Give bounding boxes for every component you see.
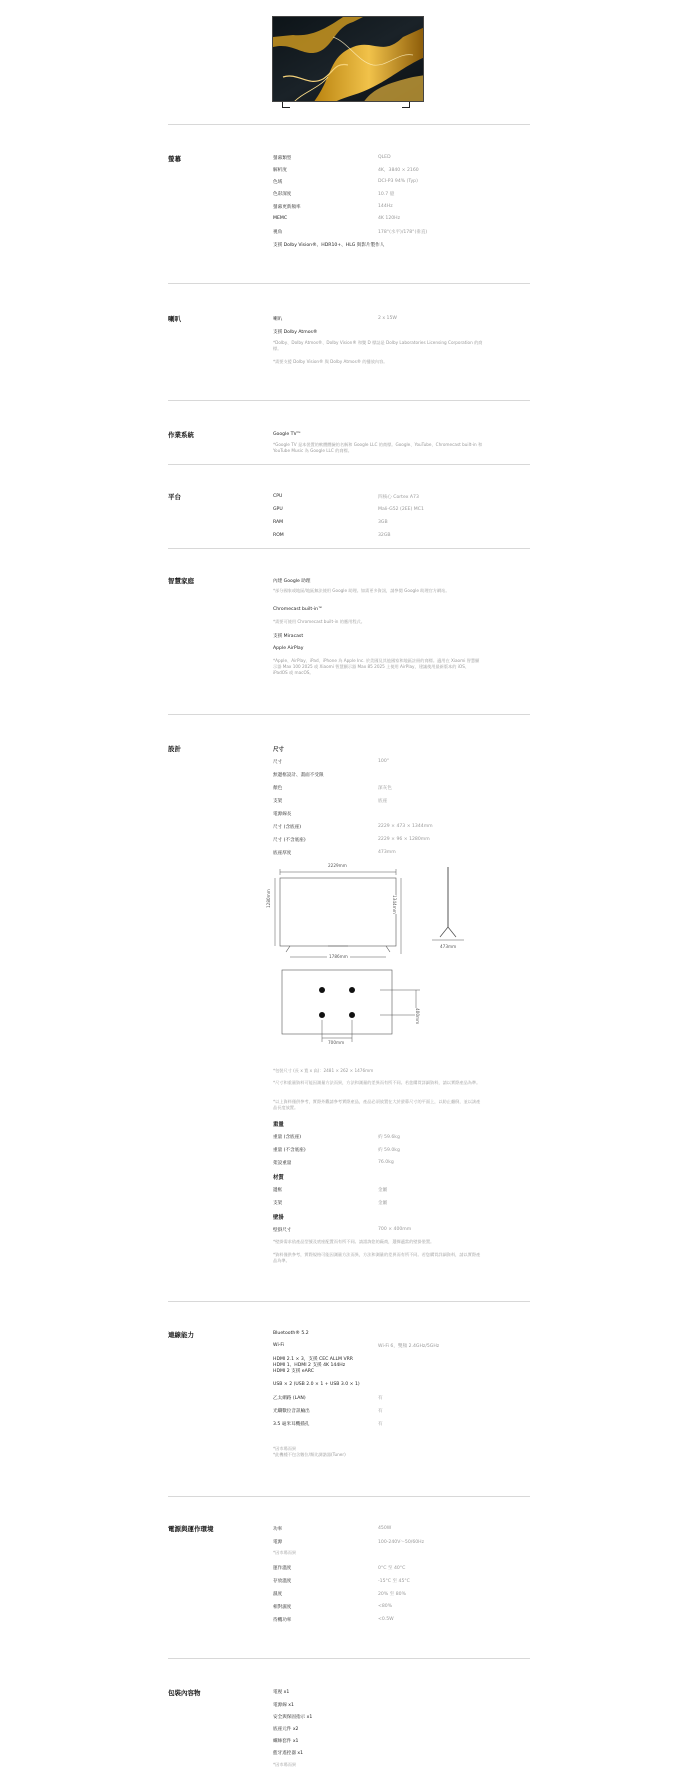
- spec-label: 尺寸: [273, 760, 283, 765]
- spec-label: 待機功率: [273, 1618, 292, 1623]
- spec-value: 金屬: [378, 1201, 388, 1206]
- spec-value: Mali-G52 (2EE) MC1: [378, 507, 424, 512]
- section-title-display: 螢幕: [168, 155, 181, 163]
- spec-label: 內建 Google 助理: [273, 579, 311, 584]
- divider: [168, 1496, 530, 1497]
- spec-label: Chromecast built-in™: [273, 607, 323, 612]
- footnote: *尺寸和重量資料可能因測量方法而異，方法和測量的差異而有所不同。若您購買詳細資料，請以實際產品為準。: [273, 1080, 481, 1085]
- side-dimension-diagram: [428, 862, 468, 952]
- spec-value: 3GB: [378, 520, 388, 525]
- package-item: 電源線 x1: [273, 1703, 294, 1708]
- package-item: 螺絲套件 x1: [273, 1739, 299, 1744]
- spec-value: 4K 120Hz: [378, 216, 401, 221]
- section-title-platform: 平台: [168, 493, 181, 501]
- spec-label: 運作溫度: [273, 1566, 292, 1571]
- dim-height-right-label: 1344mm: [392, 895, 397, 914]
- tv-product-image: [272, 16, 424, 102]
- spec-label: 架設重量: [273, 1161, 292, 1166]
- spec-label: 支架: [273, 799, 283, 804]
- spec-label: Wi-Fi: [273, 1343, 284, 1348]
- spec-label: 色彩深度: [273, 192, 292, 197]
- spec-label: Apple AirPlay: [273, 646, 304, 651]
- spec-label: 尺寸 (含底座): [273, 825, 302, 830]
- spec-value: <0.5W: [378, 1617, 394, 1622]
- section-title-design: 設計: [168, 745, 181, 753]
- spec-value: 底座: [378, 799, 388, 804]
- spec-label: 乙太網路 (LAN): [273, 1396, 306, 1401]
- footnote: *Apple、AirPlay、iPad、iPhone 為 Apple Inc. 於美國及其他國家和地區註冊的商標。適用在 Xiaomi 智慧顯示器 Max 100 2025 或 Xiaomi 智慧顯示器 Max 85 2025 上使用 AirPlay，建議使用最新版本的 iOS、iPadOS 或 macOS。: [273, 658, 480, 675]
- spec-label: Google TV™: [273, 432, 302, 437]
- dim-vesa-height-label: 400mm: [415, 1008, 420, 1025]
- vesa-mount-diagram: [280, 968, 430, 1048]
- spec-label: HDMI 2.1 × 3，支援 CEC ALLM VRR: [273, 1357, 353, 1362]
- divider: [168, 400, 530, 401]
- spec-label: 濕度: [273, 1592, 283, 1597]
- spec-value: Wi-Fi 6，雙頻 2.4GHz/5GHz: [378, 1344, 440, 1349]
- divider: [168, 464, 530, 465]
- dim-depth-label: 473mm: [440, 944, 457, 949]
- spec-label: 重量 (不含底座): [273, 1148, 306, 1153]
- spec-value: 深灰色: [378, 786, 392, 791]
- footnote: *Google TV 是本裝置的軟體體驗的名稱和 Google LLC 的商標。Google、YouTube、Chromecast built-in 和 YouTube Music 為 Google LLC 的商標。: [273, 442, 483, 453]
- spec-label: 視角: [273, 230, 283, 235]
- spec-value: 700 × 400mm: [378, 1227, 412, 1232]
- spec-value: 32GB: [378, 533, 391, 538]
- spec-label: 喇叭: [273, 317, 283, 322]
- spec-label: 支援 Miracast: [273, 634, 304, 639]
- spec-value: 473mm: [378, 850, 396, 855]
- footnote: *包裝尺寸 (長 x 寬 x 高)：2481 × 262 × 1476mm: [273, 1068, 374, 1073]
- spec-label: 電源線長: [273, 812, 292, 817]
- stand-left-icon: [282, 102, 290, 108]
- spec-label: 螢幕類型: [273, 156, 292, 161]
- section-title-connectivity: 連線能力: [168, 1331, 194, 1339]
- spec-value: 約 59.6kg: [378, 1135, 400, 1140]
- footnote: *需要支援 Dolby Vision® 與 Dolby Atmos® 的播放內容。: [273, 359, 388, 364]
- spec-label: 存放溫度: [273, 1579, 292, 1584]
- spec-label: 光纖數位音訊輸出: [273, 1409, 310, 1414]
- sub-heading-mount: 壁掛: [273, 1215, 284, 1221]
- package-item: 藍牙遙控器 x1: [273, 1751, 304, 1756]
- section-title-package: 包裝內容物: [168, 1689, 201, 1697]
- spec-label: 相對濕度: [273, 1605, 292, 1610]
- divider: [168, 714, 530, 715]
- spec-value: 2229 × 473 × 1344mm: [378, 824, 433, 829]
- package-item: 電視 x1: [273, 1690, 290, 1695]
- footnote: *需要可使用 Chromecast built-in 的應用程式。: [273, 619, 365, 624]
- section-title-audio: 喇叭: [168, 315, 181, 323]
- dim-height-left-label: 1280mm: [266, 889, 271, 908]
- section-title-os: 作業系統: [168, 431, 194, 439]
- tv-screen-art: [273, 17, 424, 102]
- spec-value: 有: [378, 1396, 383, 1401]
- spec-value: 2229 × 96 × 1280mm: [378, 837, 430, 842]
- spec-value: 450W: [378, 1526, 392, 1531]
- spec-label: MEMC: [273, 216, 288, 221]
- package-item: 安全與保固指示 x1: [273, 1715, 313, 1720]
- spec-label: 支援 Dolby Atmos®: [273, 330, 318, 335]
- spec-value: 178°(水平)/178°(垂直): [378, 230, 428, 235]
- spec-value: QLED: [378, 155, 391, 160]
- spec-value: 4K，3840 × 2160: [378, 168, 419, 173]
- dim-vesa-width-label: 700mm: [328, 1040, 345, 1045]
- spec-label: 顏色: [273, 786, 283, 791]
- spec-label: 色域: [273, 180, 283, 185]
- sub-heading-weight: 重量: [273, 1122, 284, 1128]
- footnote: *因市場而異: [273, 1762, 297, 1767]
- spec-value: 76.0kg: [378, 1160, 394, 1165]
- spec-label: CPU: [273, 494, 283, 499]
- spec-value: 144Hz: [378, 204, 393, 209]
- footnote: *因市場而異: [273, 1446, 297, 1451]
- footnote: *資料僅供參考，實際規格可能因測量方法而異，方法和測量的差異而有所不同。若您購買詳細資料，請以實際產品為準。: [273, 1252, 481, 1263]
- front-dimension-diagram: [268, 862, 408, 962]
- stand-right-icon: [402, 102, 410, 108]
- spec-label: 邊框: [273, 1188, 283, 1193]
- dim-stand-span-label: 1786mm: [329, 954, 348, 959]
- spec-value: 約 59.0kg: [378, 1148, 400, 1153]
- package-item: 底座元件 x2: [273, 1727, 299, 1732]
- spec-value: 2 x 15W: [378, 316, 397, 321]
- spec-value: 有: [378, 1409, 383, 1414]
- spec-label: 重量 (含底座): [273, 1135, 302, 1140]
- spec-value: 20% 至 80%: [378, 1592, 406, 1597]
- spec-value: 四核心 Cortex A73: [378, 495, 419, 500]
- spec-value: 0°C 至 40°C: [378, 1566, 406, 1571]
- sub-heading-size: 尺寸: [273, 747, 284, 753]
- spec-label: 支架: [273, 1201, 283, 1206]
- spec-label: 3.5 毫米耳機插孔: [273, 1422, 310, 1427]
- sub-heading-material: 材質: [273, 1175, 284, 1181]
- spec-label: 尺寸 (不含底座): [273, 838, 306, 843]
- footnote: *以上資料僅供參考，實際外觀請參考實際產品，產品必須放置在大於螢幕尺寸的平面上，以防止翻倒，並以該產品長度放置。: [273, 1099, 481, 1110]
- divider: [168, 1301, 530, 1302]
- divider: [168, 283, 530, 284]
- spec-label: 無邊框設計、畫面不受限: [273, 773, 324, 778]
- spec-label: GPU: [273, 507, 283, 512]
- footnote: *Dolby、Dolby Atmos®、Dolby Vision® 和雙 D 標誌是 Dolby Laboratories Licensing Corporation 的商標。: [273, 340, 483, 351]
- footnote: *部分國家或地區/地區無法使用 Google 助理。如需更多資訊，請參閱 Google 助理官方網站。: [273, 588, 450, 593]
- spec-value: <80%: [378, 1604, 393, 1609]
- divider: [168, 124, 530, 125]
- spec-value: 金屬: [378, 1188, 388, 1193]
- footnote: *因市場而異: [273, 1550, 297, 1555]
- spec-label: 功率: [273, 1527, 283, 1532]
- divider: [168, 548, 530, 549]
- section-title-smart-home: 智慧家庭: [168, 577, 194, 585]
- spec-value: -15°C 至 45°C: [378, 1579, 410, 1584]
- spec-value: 100": [378, 759, 389, 764]
- section-title-power: 電源與運作環境: [168, 1525, 214, 1533]
- spec-value: DCI-P3 94% (Typ): [378, 179, 418, 184]
- divider: [168, 1658, 530, 1659]
- spec-label: 電源: [273, 1540, 283, 1545]
- footnote: *壁掛需求依產品型號及底座配置而有所不同。請諮詢您的廠商，選擇適當的壁掛裝置。: [273, 1239, 435, 1244]
- spec-label: 螢幕更新頻率: [273, 205, 301, 210]
- dim-width-label: 2229mm: [328, 863, 347, 868]
- spec-label: RAM: [273, 520, 284, 525]
- spec-value: 100-240V～50/60Hz: [378, 1540, 425, 1545]
- spec-value: 10.7 億: [378, 192, 395, 197]
- spec-label: ROM: [273, 533, 284, 538]
- spec-label: HDMI 1、HDMI 2 支援 4K 144Hz: [273, 1363, 346, 1368]
- spec-label: HDMI 2 支援 eARC: [273, 1369, 314, 1374]
- spec-label: Bluetooth® 5.2: [273, 1331, 309, 1336]
- spec-label: 壁掛尺寸: [273, 1228, 292, 1233]
- footnote: *此機種不包含數位/類比調諧器(Tuner): [273, 1452, 346, 1457]
- spec-label: 解析度: [273, 168, 287, 173]
- spec-label: USB × 2 (USB 2.0 × 1 + USB 3.0 × 1): [273, 1382, 360, 1387]
- spec-label: 底座厚度: [273, 851, 292, 856]
- spec-label: 支援 Dolby Vision®、HDR10+、HLG 與影片製作人: [273, 243, 385, 248]
- spec-value: 有: [378, 1422, 383, 1427]
